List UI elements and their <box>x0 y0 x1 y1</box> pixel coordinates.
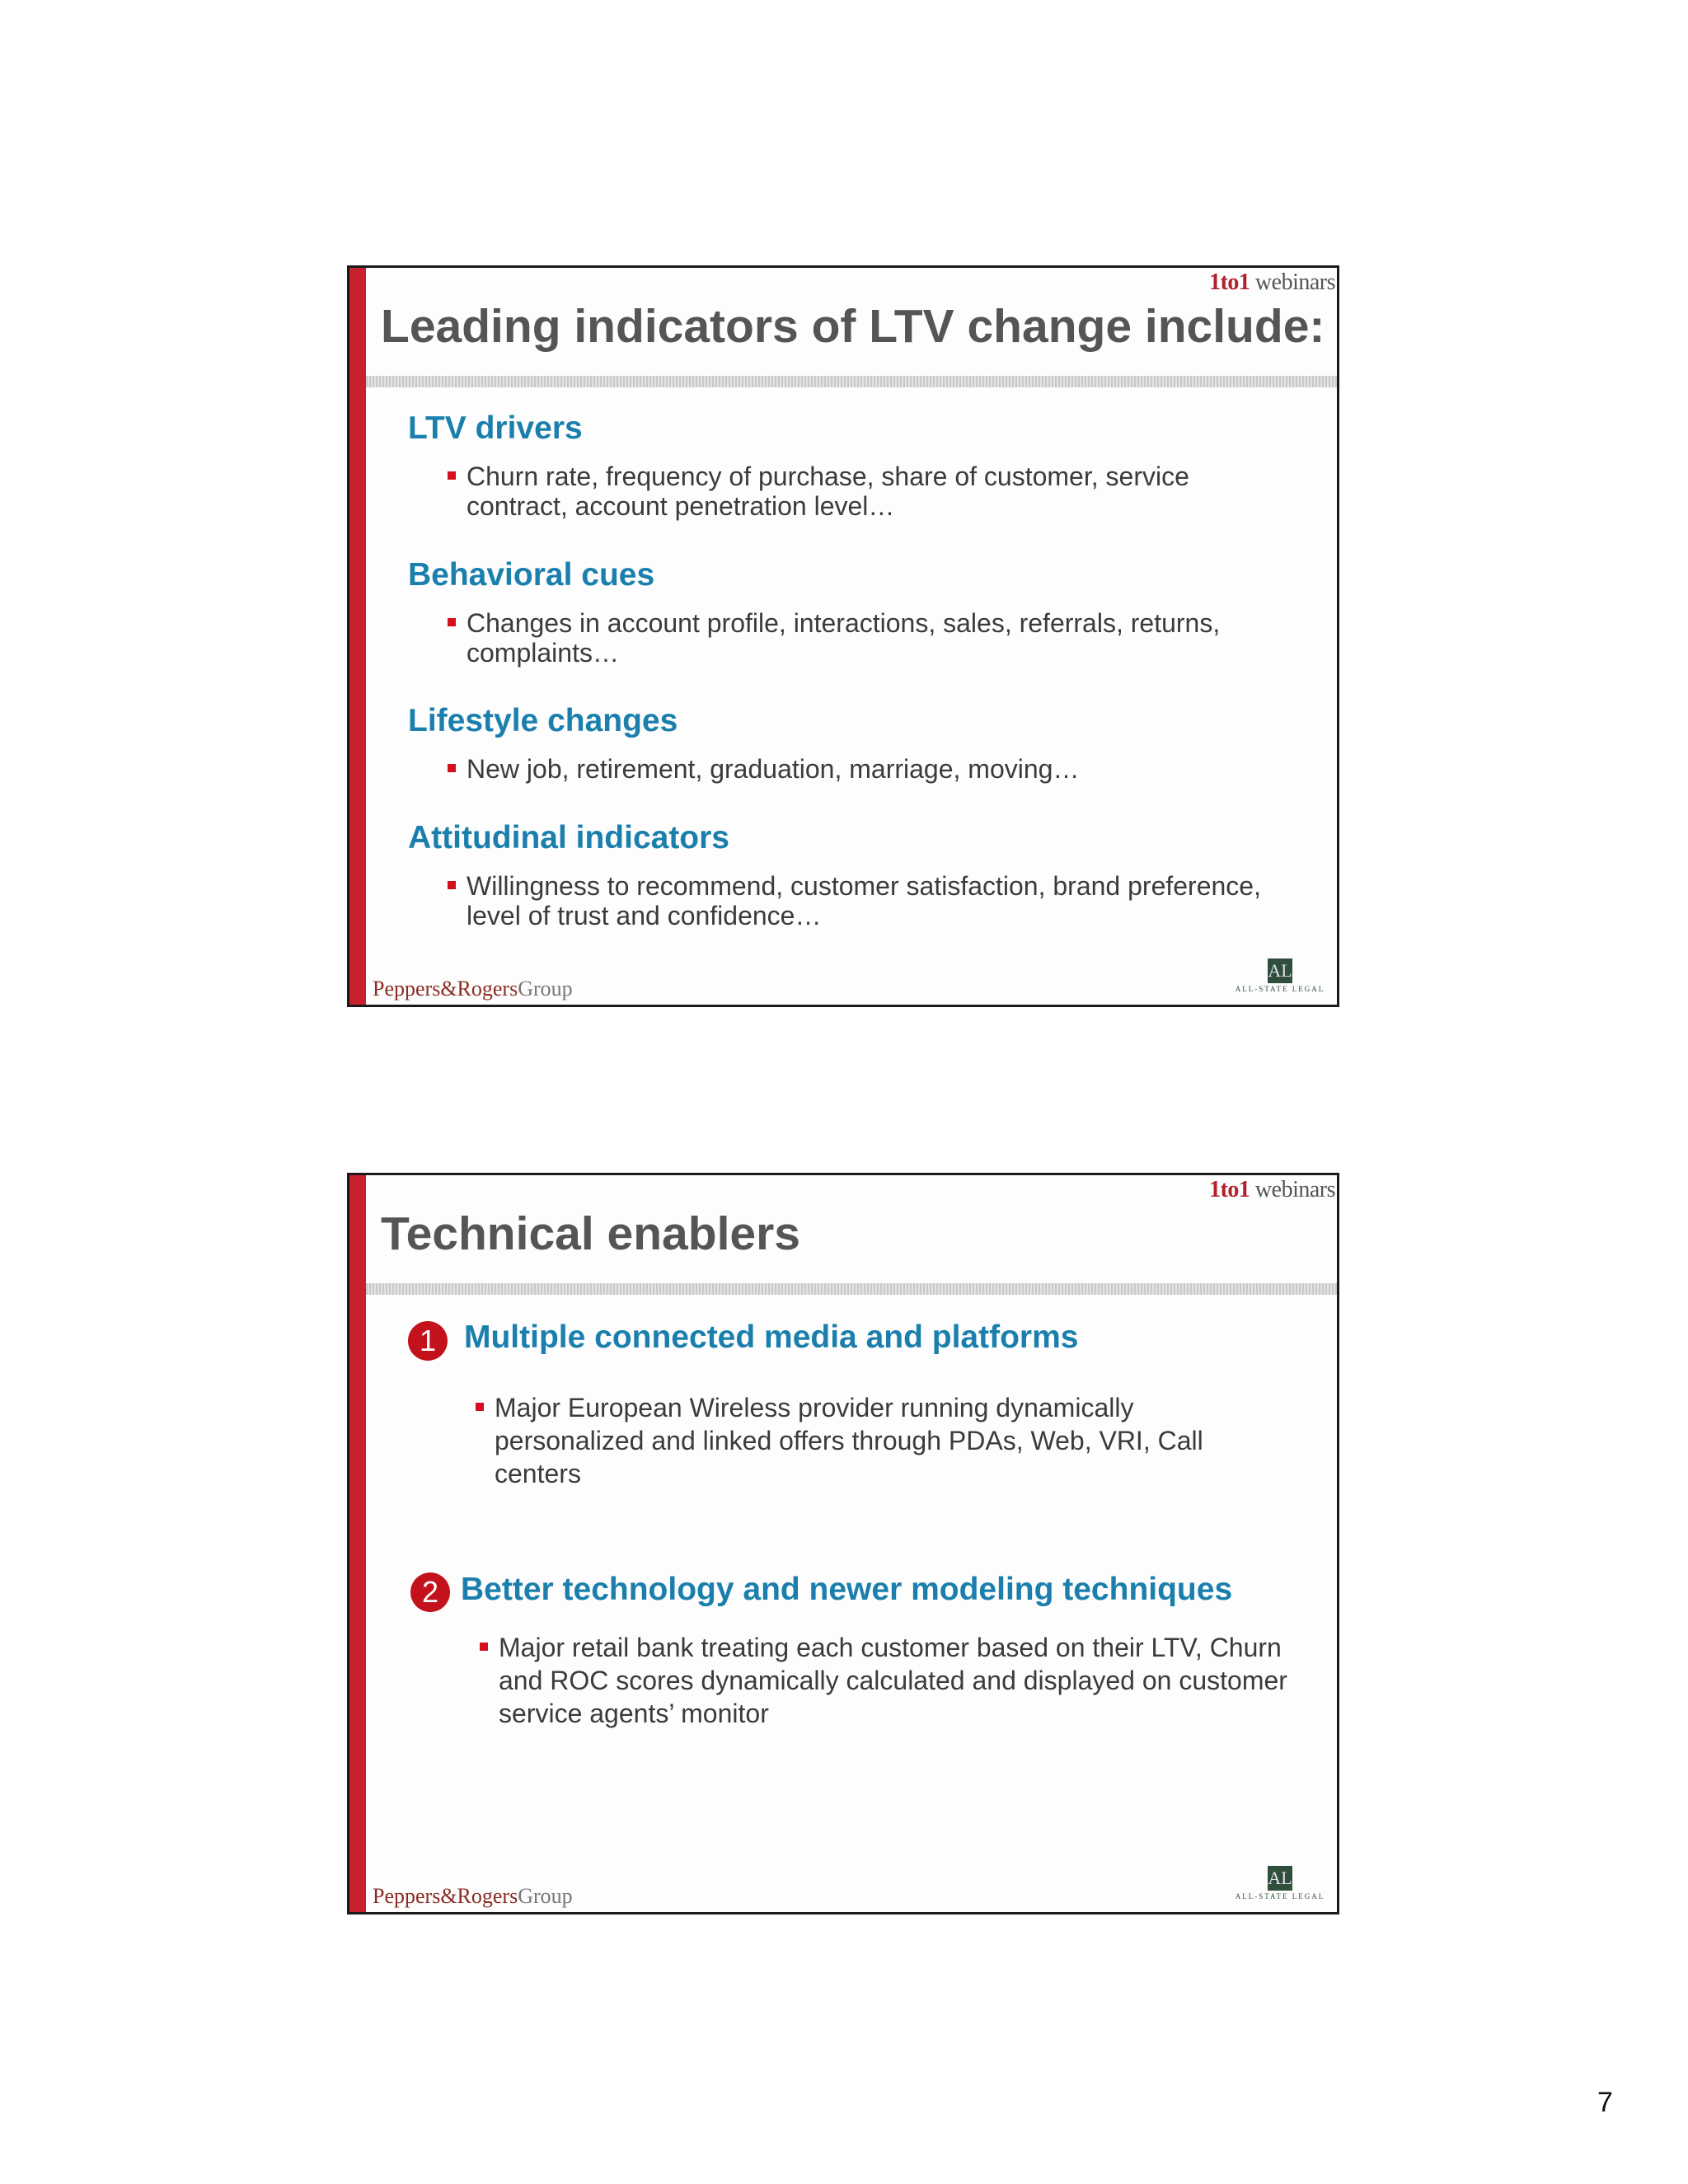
bullet-square-icon <box>448 764 456 772</box>
slide-accent-bar <box>349 1175 366 1912</box>
slide-technical-enablers <box>347 1173 1339 1915</box>
bullet-square-icon <box>448 471 456 480</box>
number-badge-icon: 1 <box>408 1321 448 1361</box>
bullet-item: Major European Wireless provider running dynamically personalized and linked offers through PDAs, Web, VRI, Call centers <box>495 1391 1286 1490</box>
section-heading: Lifestyle changes <box>408 703 678 738</box>
peppers-rogers-logo: Peppers&RogersGroup <box>373 977 573 1001</box>
section-heading: Attitudinal indicators <box>408 820 729 855</box>
bullet-item: New job, retirement, graduation, marriage, moving… <box>467 754 1291 784</box>
brand-logo-1to1-webinars: 1to1 webinars <box>1209 269 1335 295</box>
slide-title: Technical enablers <box>381 1207 800 1260</box>
bullet-square-icon <box>476 1403 484 1411</box>
all-state-legal-logo: AL ALL-STATE LEGAL <box>1235 1868 1325 1900</box>
bullet-item: Major retail bank treating each customer based on their LTV, Churn and ROC scores dynamically calculated and displayed on customer service agents’ monitor <box>499 1631 1315 1730</box>
all-state-legal-logo: AL ALL-STATE LEGAL <box>1235 960 1325 993</box>
number-badge-icon: 2 <box>410 1572 450 1612</box>
enabler-heading: Better technology and newer modeling techniques <box>461 1572 1233 1607</box>
page-number: 7 <box>1597 2087 1613 2118</box>
bullet-item: Changes in account profile, interactions, sales, referrals, returns, complaints… <box>467 608 1291 668</box>
section-heading: LTV drivers <box>408 410 583 446</box>
bullet-square-icon <box>480 1643 488 1651</box>
bullet-square-icon <box>448 618 456 626</box>
title-divider <box>366 376 1337 387</box>
brand-logo-1to1-webinars: 1to1 webinars <box>1209 1177 1335 1202</box>
bullet-item: Churn rate, frequency of purchase, share of customer, service contract, account penetration level… <box>467 462 1291 521</box>
slide-title: Leading indicators of LTV change include: <box>381 300 1325 353</box>
slide-accent-bar <box>349 268 366 1005</box>
slide-leading-indicators <box>347 265 1339 1007</box>
enabler-heading: Multiple connected media and platforms <box>464 1319 1079 1355</box>
section-heading: Behavioral cues <box>408 557 655 593</box>
all-state-legal-mark-icon: AL <box>1268 958 1292 983</box>
all-state-legal-mark-icon: AL <box>1268 1866 1292 1891</box>
peppers-rogers-logo: Peppers&RogersGroup <box>373 1884 573 1908</box>
bullet-square-icon <box>448 881 456 889</box>
bullet-item: Willingness to recommend, customer satisfaction, brand preference, level of trust and confidence… <box>467 871 1307 930</box>
title-divider <box>366 1283 1337 1295</box>
